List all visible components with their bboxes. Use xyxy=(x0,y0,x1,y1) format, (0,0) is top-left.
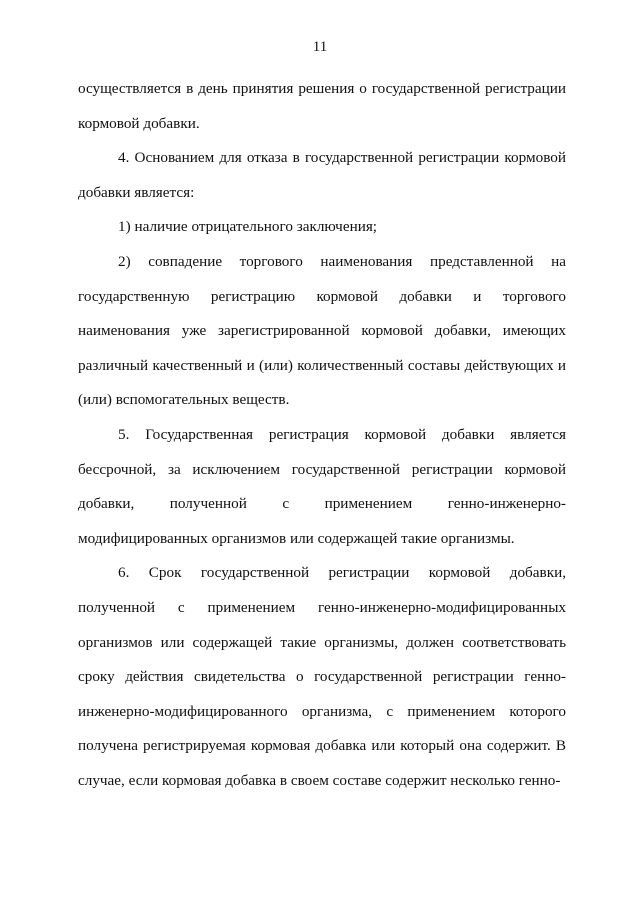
paragraph-subitem-2: 2) совпадение торгового наименования представленной на государственную регистрацию кормовой добавки и торгового наименования уже зарегистрированной кормовой добавки, имеющих различный качественный и (или) количественный составы действующих и (или) вспомогательных веществ. xyxy=(78,252,566,409)
paragraph-subitem-1: 1) наличие отрицательного заключения; xyxy=(118,218,378,236)
paragraph-continuation: осуществляется в день принятия решения о государственной регистрации кормовой добавки. xyxy=(78,80,566,132)
page-number: 11 xyxy=(312,39,328,55)
paragraph-item-6: 6. Срок государственной регистрации кормовой добавки, полученной с применением генно-инженерно-модифицированных организмов или содержащей такие организмы, должен соответствовать сроку действия свидетельства о государственной регистрации генно-инженерно-модифицированного организма, с применением которого получена регистрируемая кормовая добавка или который она содержит. В случае, если кормовая добавка в своем составе содержит несколько генно- xyxy=(78,564,566,789)
paragraph-item-4: 4. Основанием для отказа в государственной регистрации кормовой добавки является: xyxy=(78,149,566,201)
document-body xyxy=(78,72,566,798)
paragraph-item-5: 5. Государственная регистрация кормовой добавки является бессрочной, за исключением государственной регистрации кормовой добавки, полученной с применением генно-инженерно-модифицированных организмов или содержащей такие организмы. xyxy=(78,425,566,547)
